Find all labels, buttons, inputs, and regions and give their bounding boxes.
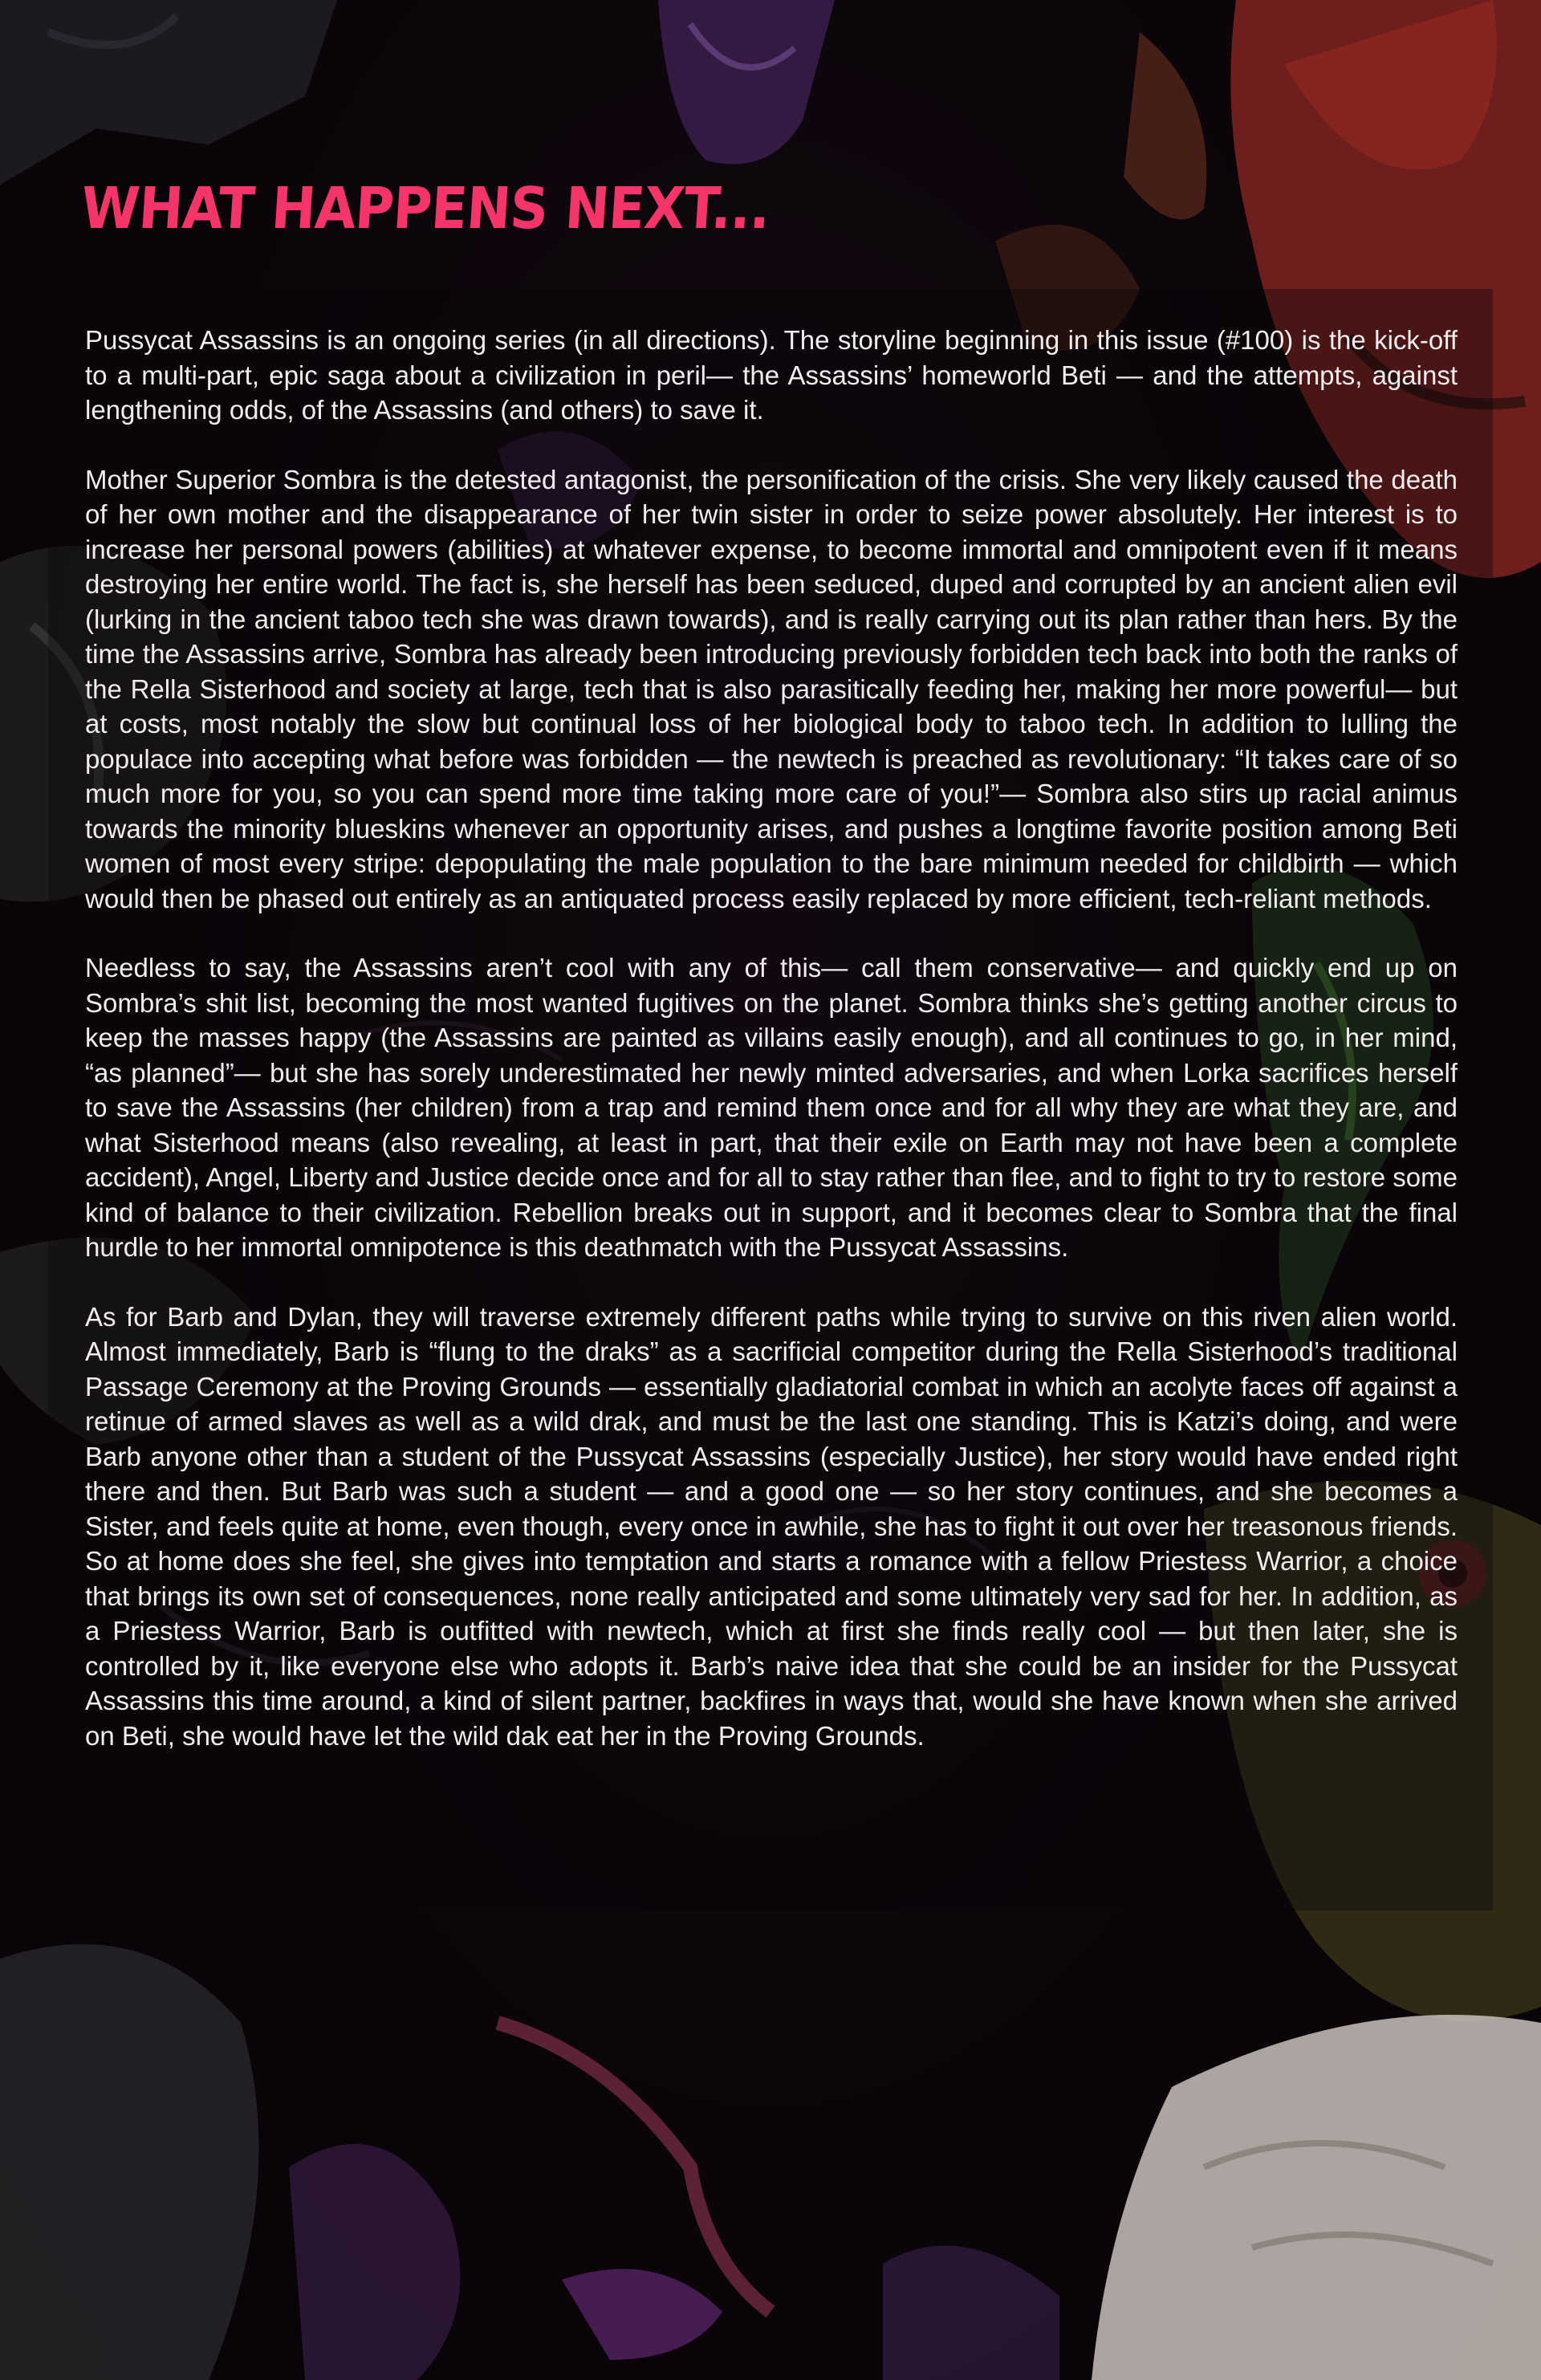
paragraph-sombra: Mother Superior Sombra is the detested antagonist, the personification of the crisis. She very likely caused the death of her own mother and the disappearance of her twin sister in order to seize power absolutely. Her interest is to increase her personal powers (abilities) at whatever expense, to become immortal and omnipotent even if it means destroying her entire world. The fact is, she herself has been seduced, duped and corrupted by an ancient alien evil (lurking in the ancient taboo tech she was drawn towards), and is really carrying out its plan rather than hers. By the time the Assassins arrive, Sombra has already been introducing previously forbidden tech back into both the ranks of the Rella Sisterhood and society at large, tech that is also parasitically feeding her, making her more powerful— but at costs, most notably the slow but continual loss of her biological body to taboo tech. In addition to lulling the populace into accepting what before was forbidden — the newtech is preached as revolutionary: “It takes care of so much more for you, so you can spend more time taking more care of you!”— Sombra also stirs up racial animus towards the minority blueskins whenever an opportunity arises, and pushes a longtime favorite position among Beti women of most every stripe: depopulating the male population to the bare minimum needed for childbirth — which would then be phased out entirely as an antiquated process easily replaced by more efficient, tech-reliant methods. [85,464,1458,913]
bg-pale-figure-bottom-right [1092,2015,1541,2380]
article-body [85,323,1458,1788]
page-title: WHAT HAPPENS NEXT... [79,175,772,242]
bg-purple-shape-top [658,0,835,164]
paragraph-barb-dylan: As for Barb and Dylan, they will traverse extremely different paths while trying to survive on this riven alien world. Almost immediately, Barb is “flung to the draks” as a sacrificial competitor during the Rella Sisterhood’s traditional Passage Ceremony at the Proving Grounds — essentially gladiatorial combat in which an acolyte faces off against a retinue of armed slaves as well as a wild drak, and must be the last one standing. This is Katzi’s doing, and were Barb anyone other than a student of the Pussycat Assassins (especially Justice), her story would have ended right there and then. But Barb was such a student — and a good one — so her story continues, and she becomes a Sister, and feels quite at home, even though, every once in awhile, she has to fight it out over her treasonous friends. So at home does she feel, she gives into temptation and starts a romance with a fellow Priestess Warrior, a choice that brings its own set of consequences, none really anticipated and some ultimately very sad for her. In addition, as a Priestess Warrior, Barb is outfitted with newtech, which at first she finds really cool — but then later, she is controlled by it, like everyone else who adopts it. Barb’s naive idea that she could be an insider for the Pussycat Assassins this time around, a kind of silent partner, backfires in ways that, would she have known when she arrived on Beti, she would have let the wild dak eat her in the Proving Grounds. [85,1301,1458,1751]
paragraph-series-intro: Pussycat Assassins is an ongoing series (in all directions). The storyline beginning in this issue (#100) is the kick-off to a multi-part, epic saga about a civilization in peril— the Assassins’ homeworld Beti — and the attempts, against lengthening odds, of the Assassins (and others) to save it. [85,325,1458,425]
bg-dark-figure-bottom-left [0,1944,259,2380]
paragraph-assassins: Needless to say, the Assassins aren’t cool with any of this— call them conservative— and quickly end up on Sombra’s shit list, becoming the most wanted fugitives on the planet. Sombra thinks she’s getting another circus to keep the masses happy (the Assassins are painted as villains easily enough), and all continues to go, in her mind, “as planned”— but she has sorely underestimated her newly minted adversaries, and when Lorka sacrifices herself to save the Assassins (her children) from a trap and remind them once and for all why they are what they are, and what Sisterhood means (also revealing, at least in part, that their exile on Earth may not have been a complete accident), Angel, Liberty and Justice decide once and for all to stay rather than flee, and to fight to try to restore some kind of balance to their civilization. Rebellion breaks out in support, and it becomes clear to Sombra that the final hurdle to her immortal omnipotence is this deathmatch with the Pussycat Assassins. [85,953,1458,1262]
